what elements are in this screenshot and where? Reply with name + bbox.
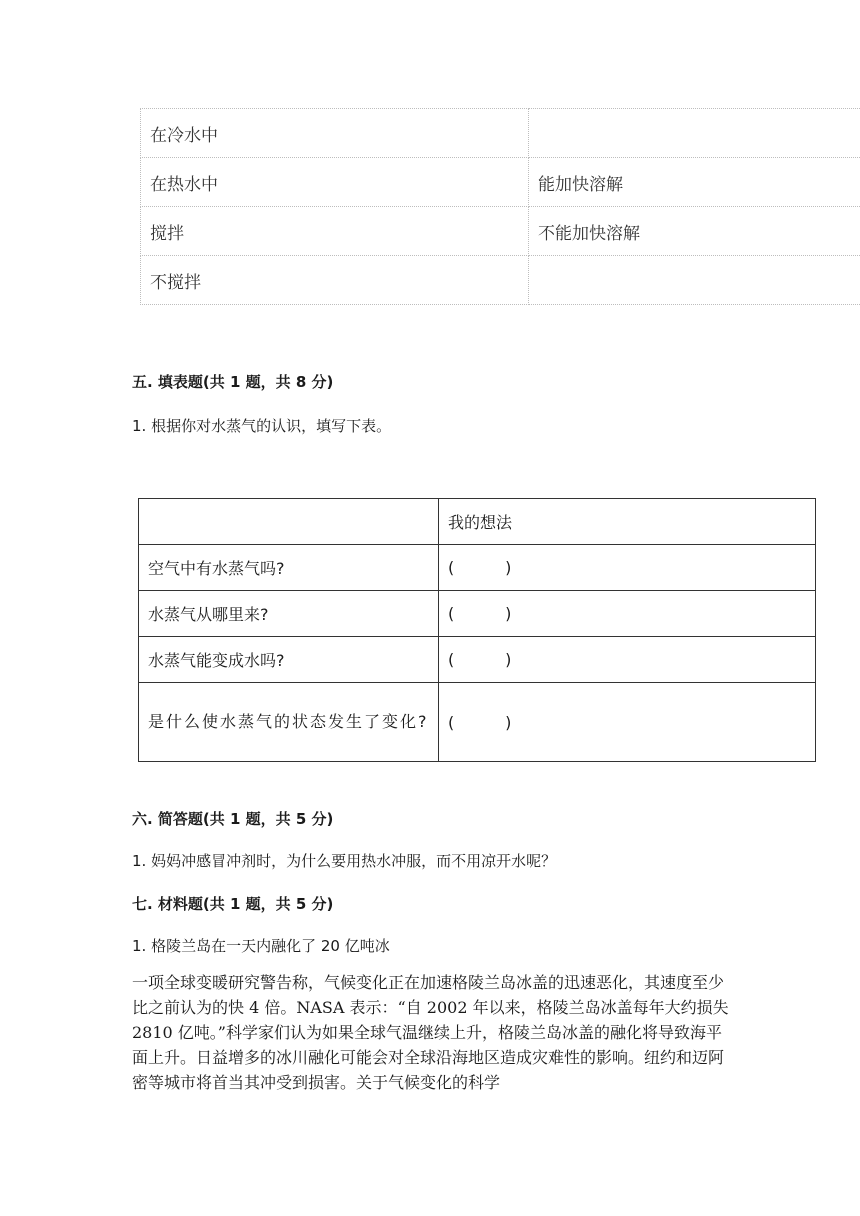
table-header-cell (139, 499, 439, 545)
question-text: 1. 格陵兰岛在一天内融化了 20 亿吨冰 (132, 937, 390, 955)
answer-cell[interactable] (439, 545, 816, 591)
answer-blank[interactable]: ( ) (448, 558, 512, 577)
table-cell: 不搅拌 (141, 256, 529, 305)
table-cell: 在热水中 (141, 158, 529, 207)
answer-cell[interactable] (439, 683, 816, 762)
table-row (141, 256, 860, 305)
answer-blank[interactable]: ( ) (448, 604, 512, 623)
solubility-table (140, 108, 860, 305)
question-cell: 空气中有水蒸气吗? (139, 545, 439, 591)
answer-cell[interactable] (439, 637, 816, 683)
table-row (141, 207, 860, 256)
water-vapor-table (138, 498, 816, 762)
table-row (139, 683, 816, 762)
answer-blank[interactable]: ( ) (448, 650, 512, 669)
section-heading: 七. 材料题(共 1 题，共 5 分) (132, 895, 334, 913)
question-cell: 是什么使水蒸气的状态发生了变化? (139, 683, 439, 762)
table-cell (529, 256, 860, 305)
table-row (139, 591, 816, 637)
table-cell: 搅拌 (141, 207, 529, 256)
table-row (141, 158, 860, 207)
answer-cell[interactable] (439, 591, 816, 637)
table-cell: 在冷水中 (141, 109, 529, 158)
question-cell: 水蒸气从哪里来? (139, 591, 439, 637)
table-row (139, 637, 816, 683)
section-heading: 五. 填表题(共 1 题，共 8 分) (132, 373, 334, 391)
section-heading: 六. 简答题(共 1 题，共 5 分) (132, 810, 334, 828)
table-row (139, 545, 816, 591)
question-cell: 水蒸气能变成水吗? (139, 637, 439, 683)
question-text: 1. 妈妈冲感冒冲剂时，为什么要用热水冲服，而不用凉开水呢？ (132, 852, 557, 870)
answer-blank[interactable]: ( ) (448, 712, 512, 732)
material-passage: 一项全球变暖研究警告称，气候变化正在加速格陵兰岛冰盖的迅速恶化，其速度至少比之前认为的快 4 倍。NASA 表示：“自 2002 年以来，格陵兰岛冰盖每年大约损失 2810 亿吨。”科学家们认为如果全球气温继续上升，格陵兰岛冰盖的融化将导致海平面上升。日益增多的冰川融化可能会对全球沿海地区造成灾难性的影响。纽约和迈阿密等城市将首当其冲受到损害。关于气候变化的科学 (132, 973, 729, 1092)
table-header-row (139, 499, 816, 545)
table-cell: 不能加快溶解 (529, 207, 860, 256)
table-cell: 能加快溶解 (529, 158, 860, 207)
table-cell (529, 109, 860, 158)
table-header-cell: 我的想法 (439, 499, 816, 545)
table-row (141, 109, 860, 158)
question-text: 1. 根据你对水蒸气的认识，填写下表。 (132, 417, 392, 435)
